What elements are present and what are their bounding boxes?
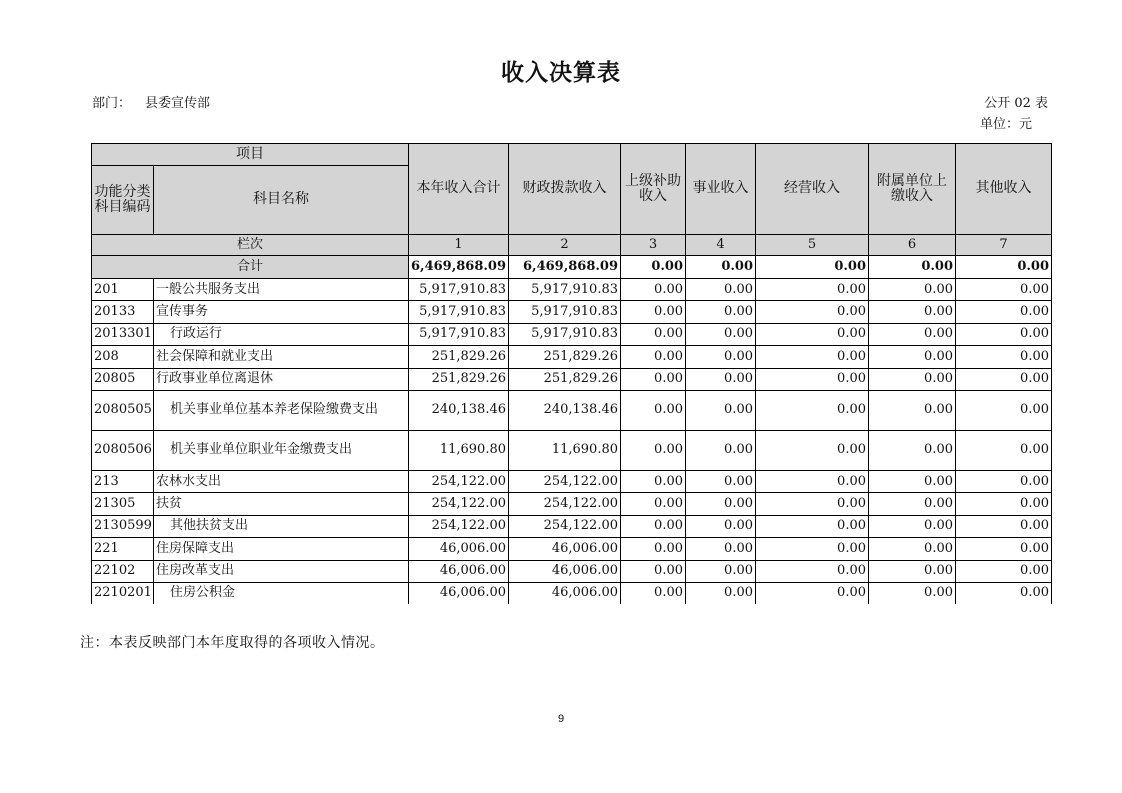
row-name: 行政运行: [154, 323, 409, 345]
row-name: 住房公积金: [154, 582, 409, 604]
row-code: 2080505: [92, 390, 154, 430]
row-code: 221: [92, 538, 154, 560]
table-row: [92, 560, 1052, 582]
row-value: 0.00: [756, 390, 869, 430]
table-row: [92, 323, 1052, 345]
header-fiscal-income: 财政拨款收入: [509, 144, 621, 235]
row-value: 5,917,910.83: [409, 279, 509, 301]
row-code: 21305: [92, 493, 154, 515]
row-value: 0.00: [869, 279, 956, 301]
row-value: 251,829.26: [509, 346, 621, 368]
row-value: 254,122.00: [509, 515, 621, 537]
row-value: 0.00: [869, 390, 956, 430]
row-value: 0.00: [756, 538, 869, 560]
row-code: 2210201: [92, 582, 154, 604]
department-line: [92, 92, 210, 111]
table-row: [92, 430, 1052, 470]
column-index-cell: 3: [621, 235, 686, 256]
total-row: [92, 256, 1052, 279]
row-value: 0.00: [956, 279, 1052, 301]
row-value: 0.00: [621, 515, 686, 537]
row-value: 0.00: [756, 279, 869, 301]
column-index-cell: 7: [956, 235, 1052, 256]
header-other-income: 其他收入: [956, 144, 1052, 235]
row-name: 社会保障和就业支出: [154, 346, 409, 368]
row-value: 11,690.80: [409, 430, 509, 470]
row-value: 0.00: [869, 582, 956, 604]
row-value: 0.00: [956, 515, 1052, 537]
row-value: 0.00: [756, 346, 869, 368]
table-body: [92, 235, 1052, 605]
row-value: 0.00: [756, 560, 869, 582]
row-value: 11,690.80: [509, 430, 621, 470]
row-value: 0.00: [621, 390, 686, 430]
total-label: 合计: [92, 256, 409, 279]
row-value: 0.00: [621, 493, 686, 515]
row-name: 住房保障支出: [154, 538, 409, 560]
row-value: 0.00: [686, 515, 756, 537]
row-value: 0.00: [686, 390, 756, 430]
row-value: 0.00: [756, 301, 869, 323]
row-value: 46,006.00: [409, 560, 509, 582]
row-value: 0.00: [686, 346, 756, 368]
row-value: 0.00: [756, 493, 869, 515]
row-value: 0.00: [686, 279, 756, 301]
table-row: [92, 368, 1052, 390]
form-number: 公开 02 表: [984, 96, 1048, 111]
row-value: 0.00: [756, 470, 869, 492]
row-value: 254,122.00: [409, 515, 509, 537]
page-number: 9: [557, 713, 565, 725]
row-value: 0.00: [686, 582, 756, 604]
row-code: 20805: [92, 368, 154, 390]
row-value: 0.00: [621, 560, 686, 582]
total-cell: 0.00: [621, 256, 686, 279]
row-value: 254,122.00: [409, 493, 509, 515]
row-value: 46,006.00: [409, 582, 509, 604]
row-value: 0.00: [756, 582, 869, 604]
row-value: 5,917,910.83: [409, 323, 509, 345]
row-value: 0.00: [686, 470, 756, 492]
row-value: 0.00: [621, 301, 686, 323]
row-value: 0.00: [686, 368, 756, 390]
row-value: 0.00: [869, 493, 956, 515]
row-value: 0.00: [756, 368, 869, 390]
row-name: 机关事业单位基本养老保险缴费支出: [154, 390, 409, 430]
table-row: [92, 390, 1052, 430]
table-row: [92, 470, 1052, 492]
row-name: 一般公共服务支出: [154, 279, 409, 301]
header-upper-subsidy: 上级补助收入: [621, 144, 686, 235]
row-value: 0.00: [956, 470, 1052, 492]
table-row: [92, 279, 1052, 301]
row-value: 0.00: [956, 346, 1052, 368]
total-cell: 0.00: [686, 256, 756, 279]
row-value: 0.00: [869, 368, 956, 390]
row-value: 0.00: [956, 323, 1052, 345]
total-cell: 0.00: [869, 256, 956, 279]
table-row: [92, 538, 1052, 560]
income-table: [91, 143, 1052, 604]
row-value: 0.00: [956, 430, 1052, 470]
total-cell: 6,469,868.09: [409, 256, 509, 279]
row-code: 20133: [92, 301, 154, 323]
header-affiliate-income: 附属单位上缴收入: [869, 144, 956, 235]
header-function-code: 功能分类科目编码: [92, 166, 154, 235]
row-value: 5,917,910.83: [409, 301, 509, 323]
row-value: 0.00: [621, 279, 686, 301]
header-subject-name: 科目名称: [154, 166, 409, 235]
table-row: [92, 582, 1052, 604]
row-value: 251,829.26: [409, 346, 509, 368]
row-value: 0.00: [686, 538, 756, 560]
row-name: 扶贫: [154, 493, 409, 515]
row-value: 0.00: [621, 368, 686, 390]
row-value: 5,917,910.83: [509, 323, 621, 345]
column-index-row: [92, 235, 1052, 256]
row-name: 宣传事务: [154, 301, 409, 323]
row-value: 0.00: [621, 470, 686, 492]
row-value: 0.00: [956, 560, 1052, 582]
row-value: 0.00: [621, 430, 686, 470]
department-value: 县委宣传部: [145, 96, 211, 111]
row-name: 机关事业单位职业年金缴费支出: [154, 430, 409, 470]
row-value: 0.00: [686, 493, 756, 515]
row-value: 0.00: [686, 301, 756, 323]
row-value: 251,829.26: [409, 368, 509, 390]
row-name: 其他扶贫支出: [154, 515, 409, 537]
header-project: 项目: [92, 144, 409, 166]
row-code: 201: [92, 279, 154, 301]
total-cell: 0.00: [956, 256, 1052, 279]
row-value: 0.00: [869, 560, 956, 582]
table-row: [92, 301, 1052, 323]
row-code: 2080506: [92, 430, 154, 470]
row-value: 0.00: [956, 390, 1052, 430]
row-value: 0.00: [621, 323, 686, 345]
row-value: 0.00: [686, 560, 756, 582]
row-value: 251,829.26: [509, 368, 621, 390]
row-value: 254,122.00: [509, 493, 621, 515]
row-value: 0.00: [869, 323, 956, 345]
row-value: 0.00: [956, 582, 1052, 604]
row-value: 0.00: [621, 346, 686, 368]
row-code: 22102: [92, 560, 154, 582]
column-index-cell: 5: [756, 235, 869, 256]
unit-label: 单位：元: [979, 117, 1032, 132]
row-value: 0.00: [869, 470, 956, 492]
row-name: 行政事业单位离退休: [154, 368, 409, 390]
table-row: [92, 493, 1052, 515]
row-value: 0.00: [956, 301, 1052, 323]
row-value: 0.00: [956, 368, 1052, 390]
row-code: 213: [92, 470, 154, 492]
header-operation-income: 经营收入: [756, 144, 869, 235]
row-value: 0.00: [869, 346, 956, 368]
column-index-cell: 2: [509, 235, 621, 256]
row-value: 46,006.00: [509, 538, 621, 560]
row-value: 5,917,910.83: [509, 301, 621, 323]
row-value: 46,006.00: [509, 560, 621, 582]
row-value: 0.00: [869, 301, 956, 323]
department-label: 部门：: [92, 96, 132, 111]
row-value: 46,006.00: [509, 582, 621, 604]
total-cell: 6,469,868.09: [509, 256, 621, 279]
header-total-income: 本年收入合计: [409, 144, 509, 235]
row-value: 240,138.46: [409, 390, 509, 430]
row-value: 0.00: [686, 323, 756, 345]
row-value: 0.00: [686, 430, 756, 470]
row-value: 0.00: [869, 430, 956, 470]
column-index-label: 栏次: [92, 235, 409, 256]
row-value: 46,006.00: [409, 538, 509, 560]
row-value: 240,138.46: [509, 390, 621, 430]
row-value: 0.00: [621, 582, 686, 604]
total-cell: 0.00: [756, 256, 869, 279]
row-value: 254,122.00: [509, 470, 621, 492]
column-index-cell: 1: [409, 235, 509, 256]
page-title: 收入决算表: [501, 60, 621, 86]
row-name: 住房改革支出: [154, 560, 409, 582]
row-value: 0.00: [621, 538, 686, 560]
row-value: 0.00: [869, 515, 956, 537]
footnote: 注：本表反映部门本年度取得的各项收入情况。: [80, 635, 385, 651]
row-value: 0.00: [756, 430, 869, 470]
row-code: 2013301: [92, 323, 154, 345]
header-business-income: 事业收入: [686, 144, 756, 235]
table-row: [92, 346, 1052, 368]
row-value: 5,917,910.83: [509, 279, 621, 301]
row-name: 农林水支出: [154, 470, 409, 492]
row-value: 254,122.00: [409, 470, 509, 492]
row-value: 0.00: [956, 493, 1052, 515]
row-code: 2130599: [92, 515, 154, 537]
column-index-cell: 6: [869, 235, 956, 256]
row-value: 0.00: [869, 538, 956, 560]
row-value: 0.00: [756, 515, 869, 537]
row-code: 208: [92, 346, 154, 368]
row-value: 0.00: [756, 323, 869, 345]
row-value: 0.00: [956, 538, 1052, 560]
table-row: [92, 515, 1052, 537]
column-index-cell: 4: [686, 235, 756, 256]
